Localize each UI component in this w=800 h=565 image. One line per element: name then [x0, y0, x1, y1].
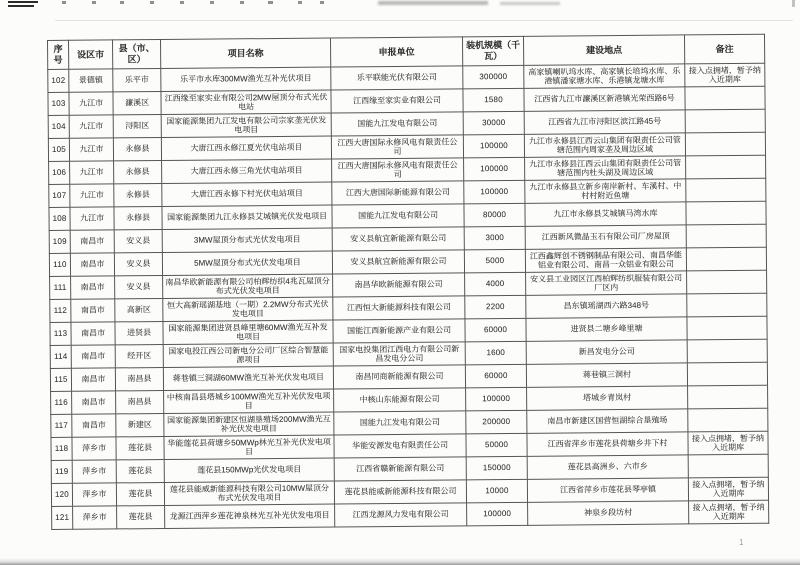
cell-capacity: 3000 [464, 226, 525, 250]
cell-serial: 121 [52, 506, 73, 529]
cell-remark [687, 362, 767, 386]
cell-capacity: 200000 [466, 410, 527, 434]
cell-applicant: 安义县航宜新能源有限公司 [332, 227, 464, 251]
cell-location: 江西省九江市濂溪区新港镇光荣西路6号 [524, 87, 685, 111]
cell-city: 九江市 [69, 115, 113, 138]
scan-artifact-smudge [378, 1, 488, 5]
cell-applicant: 江西大唐国际永修风电有限责任公司 [331, 135, 463, 159]
cell-serial: 107 [49, 184, 70, 207]
cell-location: 新昌发电分公司 [526, 340, 687, 364]
cell-county: 南昌县 [116, 390, 164, 413]
cell-project-name: 莲花县能威新能源科技有限公司10MW屋顶分布式光伏发电项目 [164, 481, 334, 505]
cell-project-name: 莲花县150MWp光伏发电项目 [164, 458, 334, 482]
cell-remark: 接入点拥堵，暂予纳入近期库 [688, 477, 768, 501]
cell-serial: 110 [49, 253, 70, 276]
cell-location: 九江市永修县艾城镇马湾水库 [525, 202, 686, 226]
cell-capacity: 1600 [465, 341, 526, 365]
cell-county: 乐平市 [113, 69, 161, 92]
cell-applicant: 江西大唐国际新能源有限公司 [332, 181, 464, 205]
cell-city: 南昌市 [71, 345, 115, 368]
cell-location: 南昌市新建区国营恒湖综合垦殖场 [527, 409, 688, 433]
table-row [52, 500, 769, 529]
col-header-county: 县（市、区） [113, 40, 161, 69]
cell-capacity: 100000 [464, 157, 525, 181]
cell-serial: 119 [51, 460, 72, 483]
cell-city: 萍乡市 [72, 483, 116, 506]
cell-city: 萍乡市 [72, 460, 116, 483]
cell-applicant: 安义县航宜新能源有限公司 [332, 250, 464, 274]
cell-capacity: 50000 [466, 433, 527, 457]
scan-artifact-smudge [500, 2, 560, 5]
cell-location: 蒋巷镇三洞村 [526, 363, 687, 387]
cell-location: 江西鑫辉创不锈钢制品有限公司、南昌华能铝业有限公司、南昌一众铝业有限公司 [525, 248, 686, 272]
cell-capacity: 100000 [467, 502, 528, 526]
cell-capacity: 1580 [463, 88, 524, 112]
cell-location: 江西省九江市浔阳区滨江路45号 [524, 110, 685, 134]
cell-applicant: 南昌华欧新能源有限公司 [333, 273, 465, 297]
cell-remark [687, 339, 767, 363]
cell-county: 莲花县 [116, 482, 164, 505]
scan-artifact-tick [62, 1, 66, 4]
cell-capacity: 100000 [466, 387, 527, 411]
cell-capacity: 4000 [465, 272, 526, 296]
cell-serial: 111 [50, 276, 71, 299]
cell-county: 安义县 [115, 276, 163, 299]
cell-location: 昌东镇瑶湖西六路348号 [526, 294, 687, 318]
cell-remark [688, 408, 768, 432]
cell-location: 神泉乡段坊村 [528, 501, 689, 525]
cell-project-name: 3MW屋顶分布式光伏发电项目 [162, 228, 332, 252]
scan-artifact-tick [268, 1, 273, 4]
cell-county: 永修县 [114, 161, 162, 184]
cell-capacity: 100000 [464, 180, 525, 204]
cell-county: 经开区 [115, 344, 163, 367]
cell-remark [688, 454, 768, 478]
cell-remark [686, 155, 766, 179]
cell-project-name: 国家能源集团进贤县峰里塘60MW渔光互补发电项目 [163, 320, 333, 344]
col-header-location: 建设地点 [523, 35, 684, 65]
cell-capacity: 80000 [464, 203, 525, 227]
cell-remark: 接入点拥堵，暂予纳入近期库 [685, 63, 765, 87]
cell-county: 永修县 [113, 138, 161, 161]
cell-serial: 118 [51, 437, 72, 460]
cell-location: 九江市永修县江西云山集团有限责任公司管辖范围内周家垄及周边区域 [524, 133, 685, 157]
cell-county: 浔阳区 [113, 115, 161, 138]
cell-applicant: 乐平联能光伏有限公司 [331, 66, 463, 90]
cell-county: 莲花县 [117, 505, 165, 528]
cell-county: 莲花县 [116, 459, 164, 482]
cell-capacity: 60000 [465, 364, 526, 388]
scan-artifact-tick [120, 1, 124, 4]
cell-city: 九江市 [70, 184, 114, 207]
cell-serial: 117 [51, 414, 72, 437]
cell-applicant: 江西龙源风力发电有限公司 [335, 503, 467, 527]
cell-remark [686, 201, 766, 225]
cell-remark [685, 132, 765, 156]
cell-county: 高新区 [115, 298, 163, 321]
cell-project-name: 蒋巷镇三洞湖60MW渔光互补光伏发电项目 [163, 366, 333, 390]
project-table-wrap [47, 34, 768, 530]
col-header-city: 设区市 [69, 40, 113, 69]
cell-capacity: 300000 [463, 65, 524, 89]
cell-location: 塔城乡青岚村 [527, 386, 688, 410]
cell-remark [687, 270, 767, 294]
cell-applicant: 国能九江发电有限公司 [332, 204, 464, 228]
cell-serial: 115 [50, 368, 71, 391]
cell-project-name: 大唐江西永修江夏光伏电站项目 [161, 136, 331, 160]
cell-county: 莲花县 [116, 436, 164, 459]
cell-city: 九江市 [69, 92, 113, 115]
cell-serial: 120 [51, 483, 72, 506]
cell-project-name: 南昌华欧新能源有限公司柏辉纺织4兆瓦屋顶分布式光伏发电项目 [163, 274, 333, 298]
cell-capacity: 30000 [463, 111, 524, 135]
cell-project-name: 华能莲花县荷塘乡50MWp林光互补光伏发电项目 [164, 435, 334, 459]
cell-city: 南昌市 [71, 299, 115, 322]
cell-location: 莲花县高洲乡、六市乡 [527, 455, 688, 479]
col-header-project: 项目名称 [161, 38, 331, 68]
scan-artifact-tick [150, 1, 154, 4]
scan-artifact-fold-line [55, 20, 793, 21]
cell-capacity: 5000 [464, 249, 525, 273]
cell-project-name: 江西缘至家实业有限公司2MW屋顶分布式光伏电站 [161, 90, 331, 114]
cell-project-name: 龙源江西萍乡莲花神泉林光互补光伏发电项目 [165, 504, 335, 528]
cell-capacity: 2200 [465, 295, 526, 319]
cell-serial: 116 [51, 391, 72, 414]
cell-remark [687, 316, 767, 340]
col-header-applicant: 申报单位 [330, 37, 462, 67]
cell-serial: 108 [49, 207, 70, 230]
cell-location: 高家镇喇叭坞水库、高家镇长培坞水库、乐港镇潘家塘水库、乐港镇龙塘水库 [524, 64, 685, 88]
cell-capacity: 60000 [465, 318, 526, 342]
cell-remark [687, 293, 767, 317]
cell-project-name: 乐平市水库300MW渔光互补光伏项目 [161, 67, 331, 91]
cell-location: 江西新风微晶玉石有限公司厂房屋顶 [525, 225, 686, 249]
cell-city: 南昌市 [70, 230, 114, 253]
cell-applicant: 国能九江发电有限公司 [334, 411, 466, 435]
cell-applicant: 国能江西新能源产业有限公司 [333, 319, 465, 343]
scan-artifact-tick [240, 1, 244, 4]
cell-project-name: 5MW屋顶分布式光伏发电项目 [162, 251, 332, 275]
cell-county: 永修县 [114, 184, 162, 207]
cell-serial: 113 [50, 322, 71, 345]
cell-remark [686, 224, 766, 248]
cell-remark [685, 109, 765, 133]
scan-artifact-corner [792, 0, 795, 7]
cell-city: 萍乡市 [72, 437, 116, 460]
cell-remark: 接入点拥堵，暂予纳入近期库 [689, 500, 769, 524]
cell-applicant: 华能安源发电有限责任公司 [334, 434, 466, 458]
cell-applicant: 莲花县能威新能源科技有限公司 [334, 480, 466, 504]
cell-serial: 109 [49, 230, 70, 253]
cell-city: 南昌市 [72, 414, 116, 437]
cell-location: 九江市永修县江西云山集团有限责任公司管辖范围内杜头湖及周边区域 [525, 156, 686, 180]
cell-project-name: 大唐江西永修三角光伏电站项目 [162, 159, 332, 183]
cell-project-name: 国家能源集团九江发电有限公司宗家垄光伏发电项目 [161, 113, 331, 137]
cell-location: 江西省萍乡市莲花县琴亭镇 [527, 478, 688, 502]
cell-city: 南昌市 [71, 322, 115, 345]
cell-city: 南昌市 [71, 276, 115, 299]
col-header-remark: 备注 [684, 34, 764, 64]
cell-applicant: 江西恒大新能源科技有限公司 [333, 296, 465, 320]
cell-serial: 104 [48, 115, 69, 138]
cell-remark: 接入点拥堵，暂予纳入近期库 [688, 431, 768, 455]
cell-city: 九江市 [70, 207, 114, 230]
cell-remark [686, 247, 766, 271]
cell-city: 南昌市 [70, 253, 114, 276]
cell-applicant: 国家电投集团江西电力有限公司新昌发电分公司 [333, 342, 465, 366]
cell-county: 永修县 [114, 207, 162, 230]
cell-applicant: 南昌同商新能源有限公司 [333, 365, 465, 389]
cell-project-name: 国家能源集团新建区恒湖垦殖场200MW渔光互补光伏发电项目 [164, 412, 334, 436]
cell-county: 新建区 [116, 413, 164, 436]
scan-artifact-tick [320, 1, 324, 4]
cell-remark [688, 385, 768, 409]
cell-capacity: 100000 [463, 134, 524, 158]
cell-project-name: 恒大高新瑶湖基地（一期）2.2MW分布式光伏发电项目 [163, 297, 333, 321]
cell-remark [686, 178, 766, 202]
cell-serial: 114 [50, 345, 71, 368]
scan-artifact-tick [298, 1, 302, 4]
cell-serial: 103 [48, 92, 69, 115]
scan-artifact-tick [180, 1, 184, 4]
scan-bottom-shadow [0, 558, 800, 565]
cell-project-name: 大唐江西永修下村光伏电站项目 [162, 182, 332, 206]
cell-county: 安义县 [114, 253, 162, 276]
scan-artifact-tick [210, 1, 214, 4]
cell-city: 九江市 [69, 138, 113, 161]
cell-location: 进贤县二塘乡峰里塘 [526, 317, 687, 341]
cell-capacity: 150000 [466, 456, 527, 480]
pv-project-table [47, 34, 769, 530]
cell-project-name: 国家电投江西公司新电分公司厂区综合智慧能源项目 [163, 343, 333, 367]
cell-applicant: 江西省赣新能源有限公司 [334, 457, 466, 481]
cell-serial: 102 [48, 69, 69, 92]
cell-serial: 112 [50, 299, 71, 322]
col-header-serial: 序号 [48, 40, 69, 69]
cell-serial: 106 [49, 161, 70, 184]
page-number: 1 [739, 538, 744, 547]
cell-city: 南昌市 [71, 368, 115, 391]
cell-applicant: 江西大唐国际永修风电有限责任公司 [332, 158, 464, 182]
cell-county: 濂溪区 [113, 92, 161, 115]
cell-serial: 105 [48, 138, 69, 161]
scan-artifact-dash [8, 5, 34, 7]
cell-capacity: 10000 [466, 479, 527, 503]
cell-project-name: 中核南昌县塔城乡100MW渔光互补光伏发电项目 [164, 389, 334, 413]
cell-location: 江西省萍乡市莲花县荷塘乡井下村 [527, 432, 688, 456]
cell-city: 景德镇 [69, 69, 113, 92]
cell-city: 萍乡市 [73, 506, 117, 529]
cell-city: 九江市 [70, 161, 114, 184]
col-header-capacity: 装机规模（千瓦） [462, 36, 523, 66]
scan-artifact-tick [92, 1, 96, 4]
cell-remark [685, 86, 765, 110]
cell-city: 南昌市 [72, 391, 116, 414]
cell-applicant: 江西缘至家实业有限公司 [331, 89, 463, 113]
cell-county: 安义县 [114, 230, 162, 253]
cell-applicant: 中核山东能源有限公司 [334, 388, 466, 412]
cell-location: 九江市永修县立新乡南岸新村、车溪村、中村村附近鱼塘 [525, 179, 686, 203]
cell-project-name: 国家能源集团九江永修县艾城镇光伏发电项目 [162, 205, 332, 229]
cell-location: 安义县工业园区江西柏辉纺织服装有限公司厂区内 [526, 271, 687, 295]
cell-county: 南昌县 [115, 367, 163, 390]
cell-county: 进贤县 [115, 321, 163, 344]
cell-applicant: 国能九江发电有限公司 [331, 112, 463, 136]
scan-artifact-dash [8, 1, 38, 3]
